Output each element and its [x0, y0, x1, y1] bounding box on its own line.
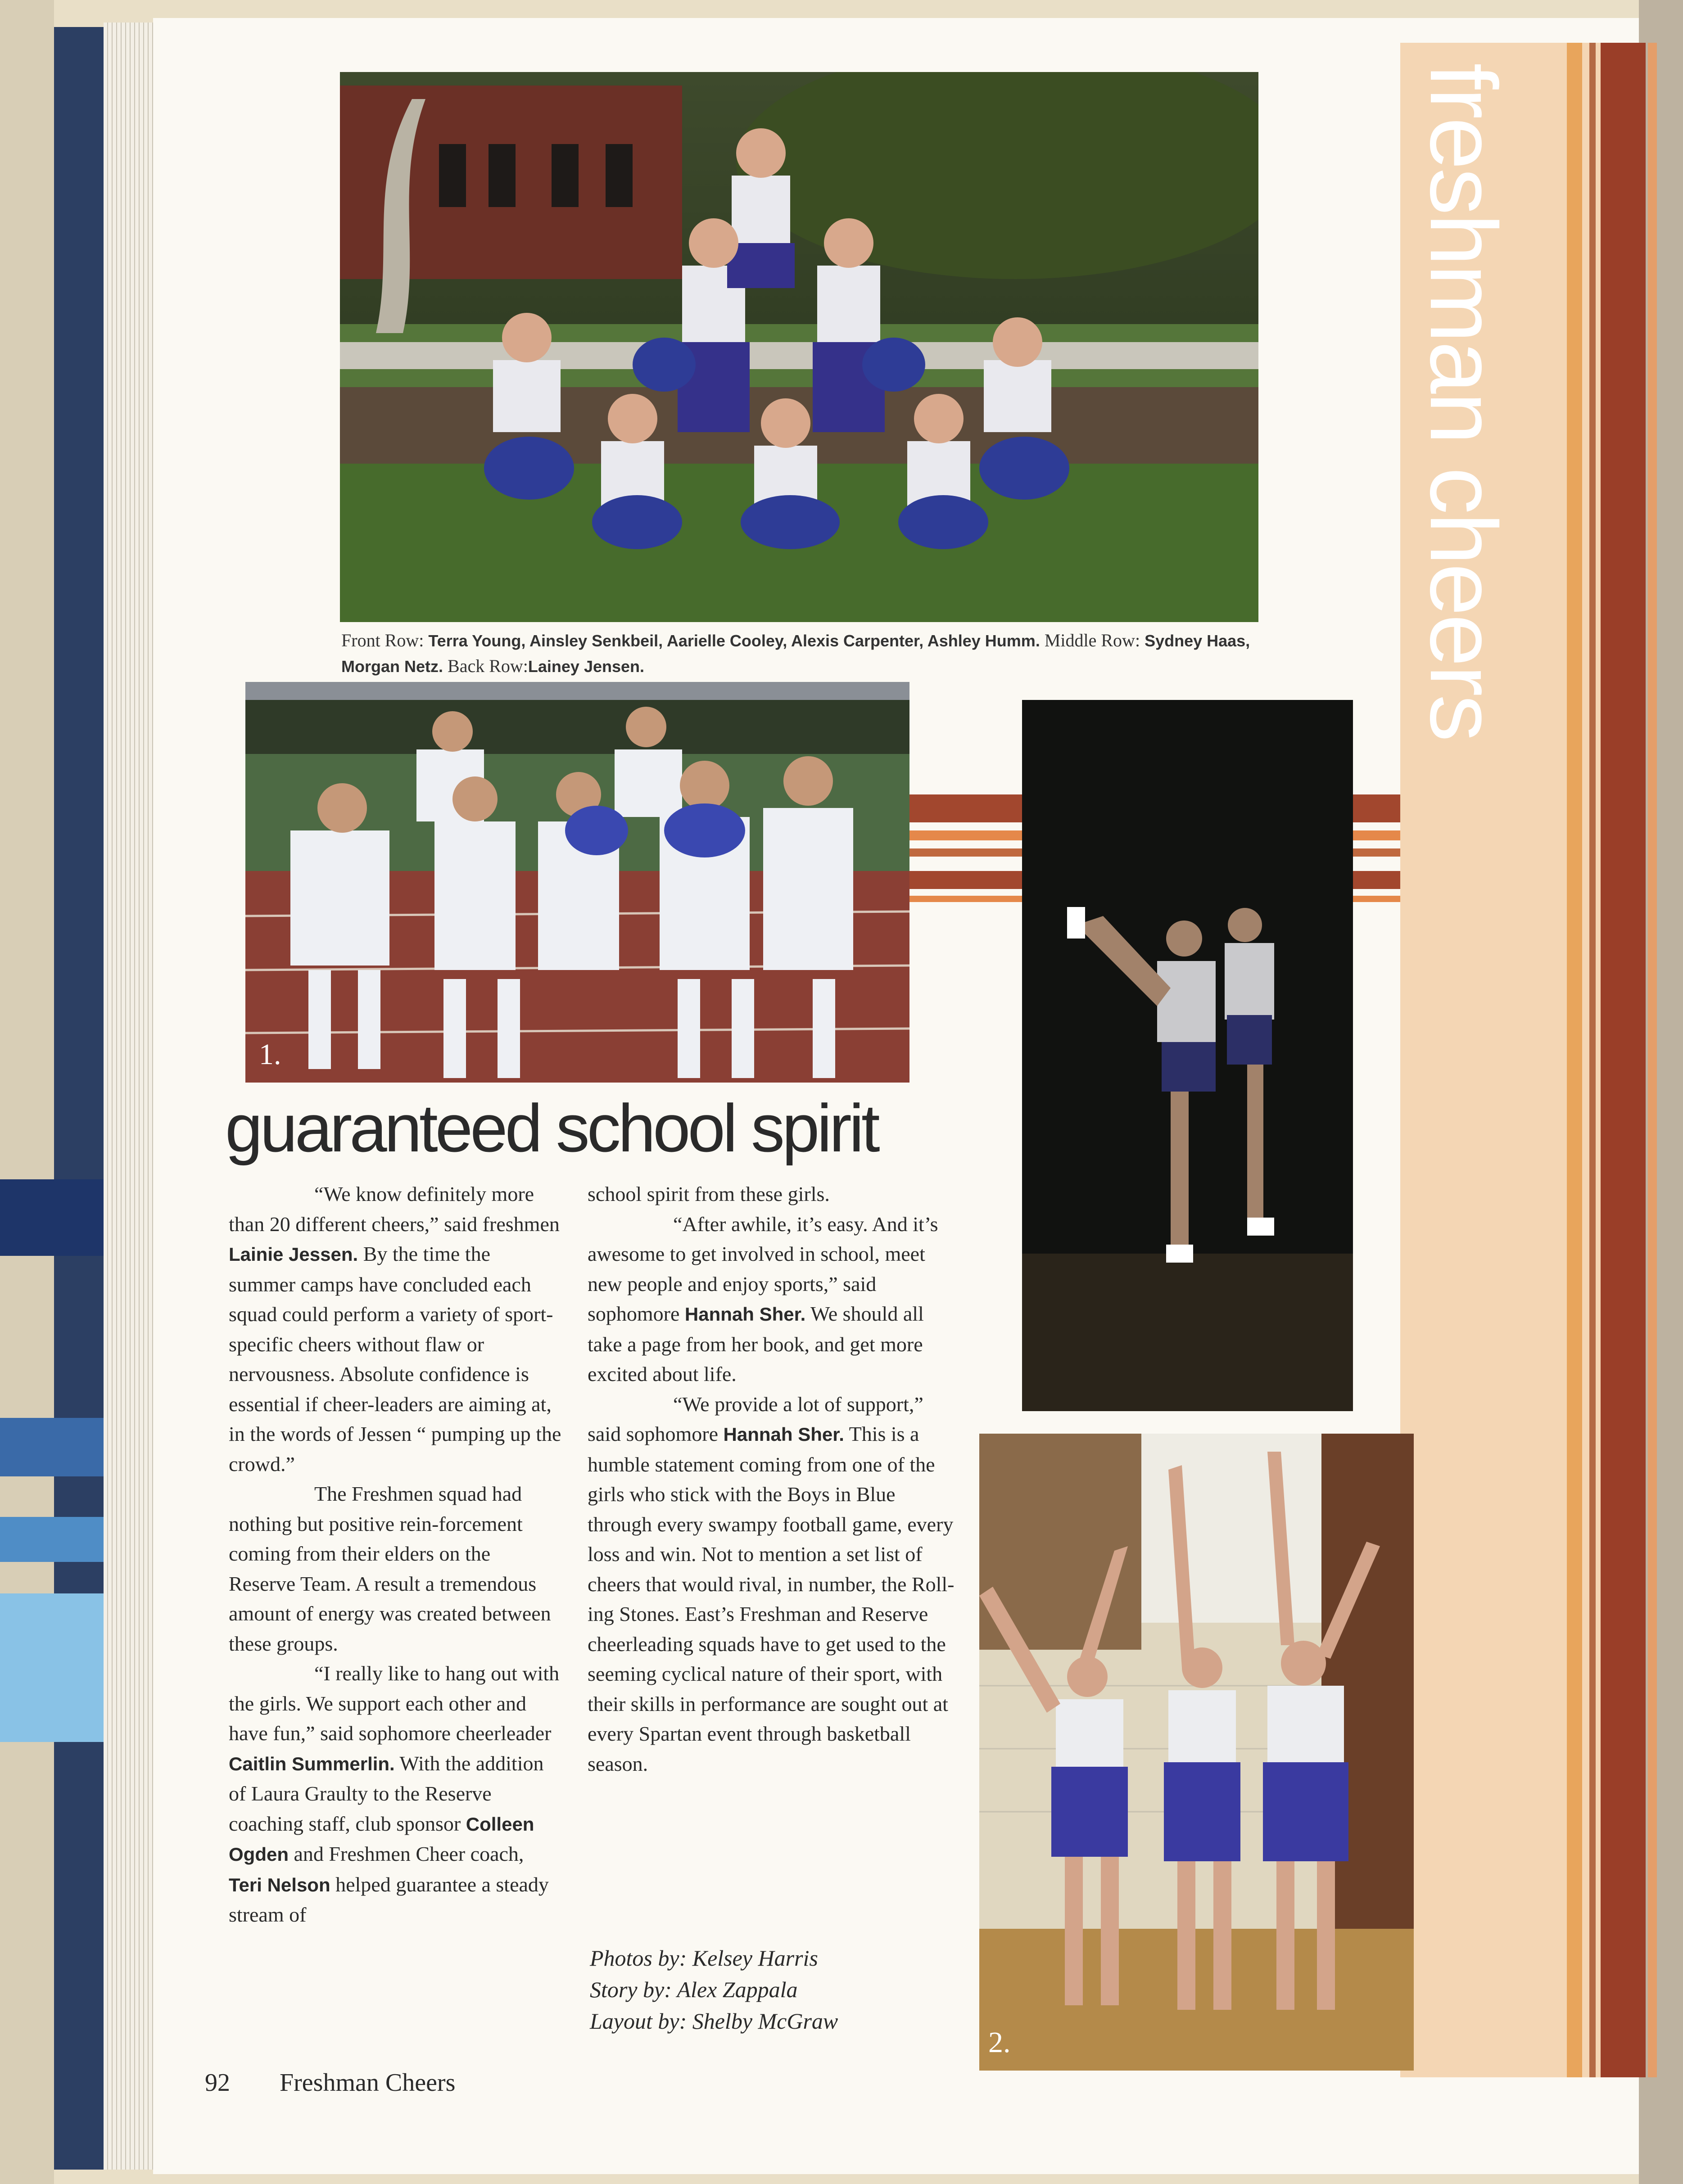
- section-title: freshman cheers: [1411, 63, 1516, 740]
- decorative-stripe: [1589, 43, 1596, 2077]
- story-text: “We know definitely more than 20 different cheers,” said freshmen: [229, 1182, 560, 1236]
- story-name: Caitlin Summerlin.: [229, 1753, 395, 1774]
- binding-tab-light-blue: [0, 1593, 104, 1742]
- story-text: “After awhile, it’s easy. And it’s awesome to get involved in school, meet new people and enjoy sports,” said sophomore: [588, 1212, 938, 1325]
- story-name: Colleen Ogden: [229, 1813, 534, 1865]
- story-headline: guaranteed school spirit: [225, 1090, 878, 1166]
- page-edges: [104, 23, 153, 2170]
- book-binding: [0, 0, 54, 2184]
- story-text: We should all take a page from her book, and get more excited about life.: [588, 1302, 924, 1385]
- decorative-stripe: [1648, 43, 1657, 2077]
- binding-tab-mid-blue: [0, 1517, 104, 1562]
- arms-photo-image: [979, 1434, 1414, 2071]
- story-name: Lainie Jessen.: [229, 1244, 358, 1265]
- binding-tab-navy: [0, 1179, 104, 1256]
- story-text: “We provide a lot of support,” said sophomore: [588, 1392, 923, 1445]
- story-paragraph: school spirit from these girls.: [588, 1182, 830, 1205]
- team-photo-image: [340, 72, 1258, 622]
- story-text: This is a humble statement coming from one of the girls who stick with the Boys in Blue through every swampy football game, every loss and win. Not to mention a set list of cheers that would rival, in number, the Roll-ing Stones. East’s Freshman and Reserve cheerleading squads have to get used to the seeming cyclical nature of their sport, with their skills in performance are sought out at every Spartan event through basketball season.: [588, 1422, 955, 1775]
- decorative-stripe: [1601, 43, 1646, 2077]
- credit-layout: Layout by: Shelby McGraw: [590, 2008, 838, 2034]
- arms-photo: [979, 1434, 1414, 2071]
- caption-back-label: Back Row:: [448, 656, 528, 676]
- page-number: 92: [205, 2069, 230, 2097]
- caption-middle-label: Middle Row:: [1044, 630, 1140, 650]
- credit-story: Story by: Alex Zappala: [590, 1977, 798, 2002]
- spirit-photo: [245, 682, 909, 1083]
- spirit-photo-image: [245, 682, 909, 1083]
- story-paragraph: [588, 1390, 957, 1779]
- story-paragraph: [229, 1179, 562, 1479]
- story-column-1: [229, 1179, 562, 1930]
- kick-photo-image: [1022, 700, 1353, 1411]
- photo-number-1: 1.: [259, 1038, 281, 1071]
- binding-spine-dark: [54, 27, 104, 2170]
- credits: [590, 1942, 950, 2037]
- binding-tab-blue: [0, 1418, 104, 1476]
- story-paragraph: [588, 1209, 957, 1390]
- story-text: helped guarantee a steady stream of: [229, 1873, 549, 1926]
- folio-section: Freshman Cheers: [280, 2069, 456, 2097]
- story-text: “I really like to hang out with the girls. We support each other and have fun,” said sophomore cheerleader: [229, 1662, 560, 1745]
- story-name: Teri Nelson: [229, 1874, 330, 1895]
- photo-number-2: 2.: [988, 2026, 1011, 2059]
- caption-front-names: Terra Young, Ainsley Senkbeil, Aarielle Cooley, Alexis Carpenter, Ashley Humm.: [428, 632, 1040, 650]
- page-folio: [205, 2068, 505, 2097]
- caption-middle-names: Sydney Haas, Morgan Netz.: [341, 632, 1250, 676]
- story-text: By the time the summer camps have concluded each squad could perform a variety of sport-specific cheers without flaw or nervousness. Absolute confidence is essential if cheer-leaders are aiming at, in the words of Jessen “ pumping up the crowd.”: [229, 1242, 561, 1476]
- team-photo-caption: [341, 628, 1269, 679]
- story-paragraph: The Freshmen squad had nothing but positive rein-forcement coming from their elders on the Reserve Team. A result a tremendous amount of energy was created between these groups.: [229, 1482, 551, 1655]
- credit-photos: Photos by: Kelsey Harris: [590, 1945, 818, 1971]
- decorative-stripe: [1567, 43, 1582, 2077]
- story-name: Hannah Sher.: [684, 1304, 806, 1325]
- story-column-2: [588, 1179, 957, 1779]
- story-text: With the addition of Laura Graulty to the Reserve coaching staff, club sponsor: [229, 1751, 544, 1835]
- team-photo: [340, 72, 1258, 622]
- caption-back-names: Lainey Jensen.: [528, 657, 645, 676]
- story-text: and Freshmen Cheer coach,: [289, 1842, 524, 1865]
- story-name: Hannah Sher.: [723, 1424, 844, 1445]
- story-paragraph: [229, 1659, 562, 1930]
- caption-front-label: Front Row:: [341, 630, 424, 650]
- kick-photo: [1022, 700, 1353, 1411]
